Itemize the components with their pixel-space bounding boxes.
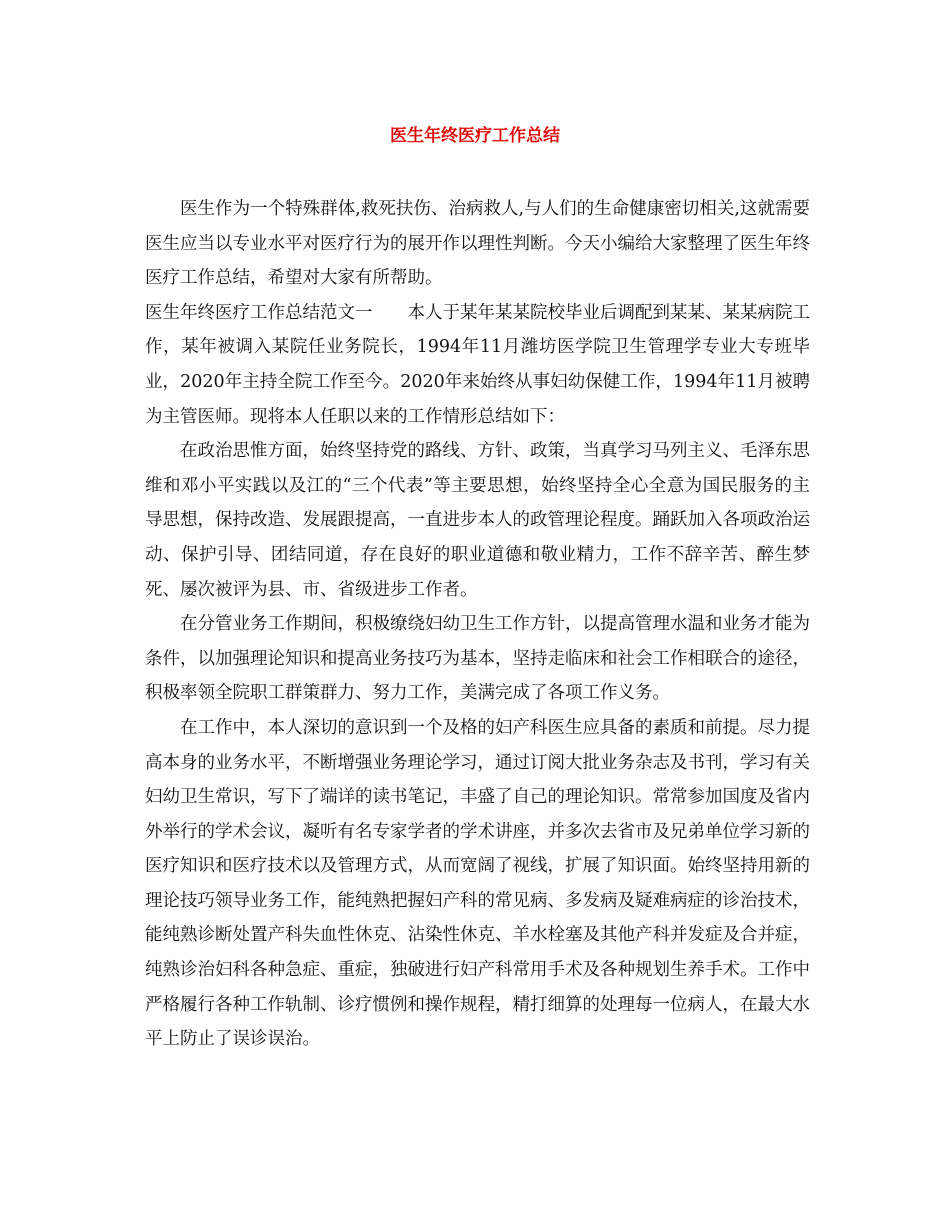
document-title: 医生年终医疗工作总结 xyxy=(390,126,560,146)
paragraph-political: 在政治思惟方面，始终坚持党的路线、方针、政策，当真学习马列主义、毛泽东思维和邓小平实践以及江的“三个代表”等主要思想，始终坚持全心全意为国民服务的主导思想，保持改造、发展跟提高，一直进步本人的政管理论程度。踊跃加入各项政治运动、保护引导、团结同道，存在良好的职业道德和敬业精力，工作不辞辛苦、醉生梦死、屡次被评为县、市、省级进步工作者。 xyxy=(145,441,810,600)
document-body xyxy=(145,192,810,1057)
paragraph-management: 在分管业务工作期间，积极缭绕妇幼卫生工作方针，以提高管理水温和业务才能为条件，以加强理论知识和提高业务技巧为基本，坚持走临床和社会工作相联合的途径，积极率领全院职工群策群力、努力工作，美满完成了各项工作义务。 xyxy=(145,614,810,704)
paragraph-work: 在工作中，本人深切的意识到一个及格的妇产科医生应具备的素质和前提。尽力提高本身的业务水平，不断增强业务理论学习，通过订阅大批业务杂志及书刊，学习有关妇幼卫生常识，写下了端详的读书笔记，丰盛了自己的理论知识。常常参加国度及省内外举行的学术会议，凝听有名专家学者的学术讲座，并多次去省市及兄弟单位学习新的医疗知识和医疗技术以及管理方式，从而宽阔了视线，扩展了知识面。始终坚持用新的理论技巧领导业务工作，能纯熟把握妇产科的常见病、多发病及疑难病症的诊治技术，能纯熟诊断处置产科失血性休克、沾染性休克、羊水栓塞及其他产科并发症及合并症，纯熟诊治妇科各种急症、重症，独破进行妇产科常用手术及各种规划生养手术。工作中严格履行各种工作轨制、诊疗惯例和操作规程，精打细算的处理每一位病人，在最大水平上防止了误诊误治。 xyxy=(145,717,810,1050)
paragraph-sample-one: 医生年终医疗工作总结范文一 本人于某年某某院校毕业后调配到某某、某某病院工作，某年被调入某院任业务院长，1994年11月潍坊医学院卫生管理学专业大专班毕业，2020年主持全院工作至今。2020年来始终从事妇幼保健工作，1994年11月被聘为主管医师。现将本人任职以来的工作情形总结如下： xyxy=(145,302,810,427)
paragraph-intro: 医生作为一个特殊群体,救死扶伤、治病救人,与人们的生命健康密切相关,这就需要医生应当以专业水平对医疗行为的展开作以理性判断。今天小编给大家整理了医生年终医疗工作总结，希望对大家有所帮助。 xyxy=(145,199,810,289)
